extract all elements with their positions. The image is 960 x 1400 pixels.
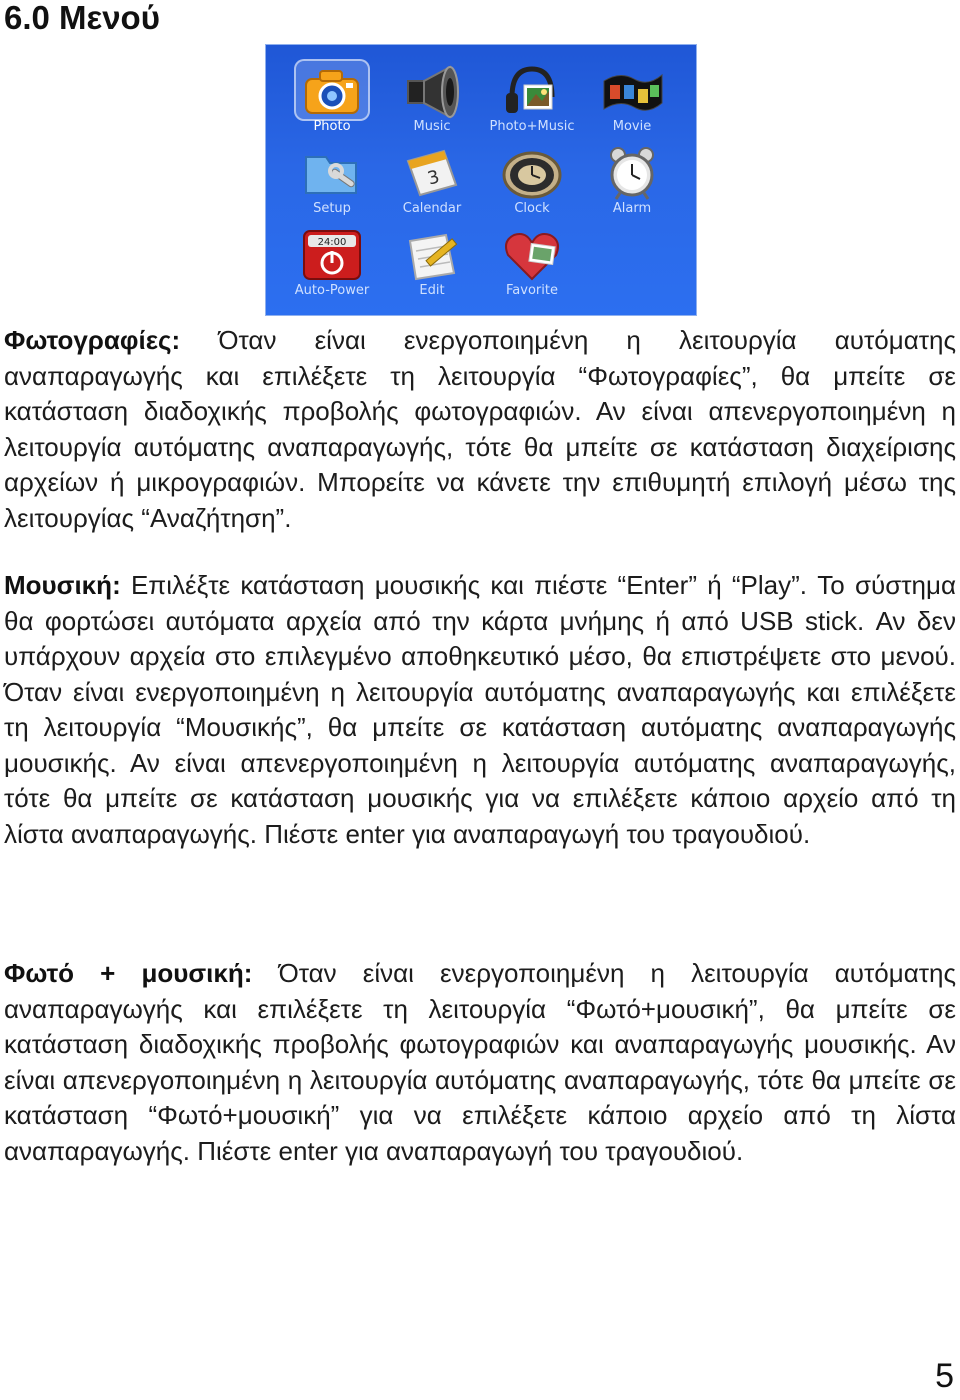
menu-item-auto-power[interactable] [282, 221, 382, 303]
section-music [4, 568, 956, 852]
menu-label-favorite: Favorite [506, 283, 558, 298]
menu-label-clock: Clock [514, 201, 550, 216]
section-title-photos: Φωτογραφίες: [4, 325, 181, 355]
section-body-photo-music: Όταν είναι ενεργοποιημένη η λειτουργία αυτόματης αναπαραγωγής και επιλέξετε τη λειτουργία “Φωτό+μουσική”, θα μπείτε σε κατάσταση διαδοχικής προβολής φωτογραφιών και αναπαραγωγής μουσικής. Αν είναι απενεργοποιημένη η λειτουργία αυτόματης αναπαραγωγής, τότε θα μπείτε σε κατάσταση “Φωτό+μουσική” για να επιλέξετε κάποιο αρχείο από τη λίστα αναπαραγωγής. Πιέστε enter για αναπαραγωγή του τραγουδιού. [4, 958, 957, 1166]
menu-label-setup: Setup [313, 201, 351, 216]
menu-item-setup[interactable] [282, 139, 382, 221]
clock-icon [500, 145, 564, 201]
menu-item-favorite[interactable] [482, 221, 582, 303]
power-icon [300, 227, 364, 283]
camera-icon [300, 63, 364, 119]
heart-icon [500, 227, 564, 283]
section-title-music: Μουσική: [4, 570, 121, 600]
menu-label-auto-power: Auto-Power [294, 283, 370, 298]
menu-item-edit[interactable] [382, 221, 482, 303]
headphones-icon [500, 63, 564, 119]
section-title-photo-music: Φωτό + μουσική: [4, 958, 253, 988]
wrench-icon [300, 145, 364, 201]
alarm-clock-icon [600, 145, 664, 201]
power-time: 24:00 [317, 237, 347, 248]
menu-item-calendar[interactable] [382, 139, 482, 221]
calendar-day: 3 [425, 166, 442, 190]
menu-item-photo-music[interactable] [482, 57, 582, 139]
menu-label-edit: Edit [419, 283, 445, 298]
menu-label-movie: Movie [612, 119, 652, 134]
menu-label-calendar: Calendar [402, 201, 462, 216]
menu-label-music: Music [413, 119, 451, 134]
menu-label-alarm: Alarm [612, 201, 652, 216]
speaker-icon [400, 63, 464, 119]
menu-item-movie[interactable] [582, 57, 682, 139]
menu-item-alarm[interactable] [582, 139, 682, 221]
calendar-icon [400, 145, 464, 201]
section-body-music: Επιλέξτε κατάσταση μουσικής και πιέστε “Enter” ή “Play”. Το σύστημα θα φορτώσει αυτόματα αρχεία από την κάρτα μνήμης ή από USB stick. Αν δεν υπάρχουν αρχεία στο επιλεγμένο αποθηκευτικό μέσο, θα επιστρέψετε στο μενού. Όταν είναι ενεργοποιημένη η λειτουργία αυτόματης αναπαραγωγής και επιλέξετε τη λειτουργία “Μουσικής”, θα μπείτε σε κατάσταση αυτόματης αναπαραγωγής μουσικής. Αν είναι απενεργοποιημένη η λειτουργία αυτόματης αναπαραγωγής, τότε θα μπείτε σε κατάσταση μουσικής για να επιλέξετε κάποιο αρχείο από τη λίστα αναπαραγωγής. Πιέστε enter για αναπαραγωγή του τραγουδιού. [4, 570, 956, 849]
film-icon [600, 63, 664, 119]
page-number: 5 [935, 1357, 954, 1395]
section-photo-music [4, 956, 956, 1169]
section-body-photos: Όταν είναι ενεργοποιημένη η λειτουργία αυτόματης αναπαραγωγής και επιλέξετε τη λειτουργία “Φωτογραφίες”, θα μπείτε σε κατάσταση διαδοχικής προβολής φωτογραφιών. Αν είναι απενεργοποιημένη η λειτουργία αυτόματης αναπαραγωγής, τότε θα μπείτε σε κατάσταση διαχείρισης αρχείων ή μικρογραφιών. Μπορείτε να κάνετε την επιθυμητή επιλογή μέσω της λειτουργίας “Αναζήτηση”. [4, 325, 956, 533]
menu-label-photo-music: Photo+Music [489, 119, 575, 134]
menu-screenshot [265, 44, 697, 316]
menu-label-photo: Photo [313, 119, 351, 134]
page-heading: 6.0 Μενού [4, 0, 160, 36]
pencil-icon [400, 227, 464, 283]
menu-item-photo[interactable] [282, 57, 382, 139]
section-photos [4, 323, 956, 536]
menu-item-music[interactable] [382, 57, 482, 139]
menu-item-clock[interactable] [482, 139, 582, 221]
